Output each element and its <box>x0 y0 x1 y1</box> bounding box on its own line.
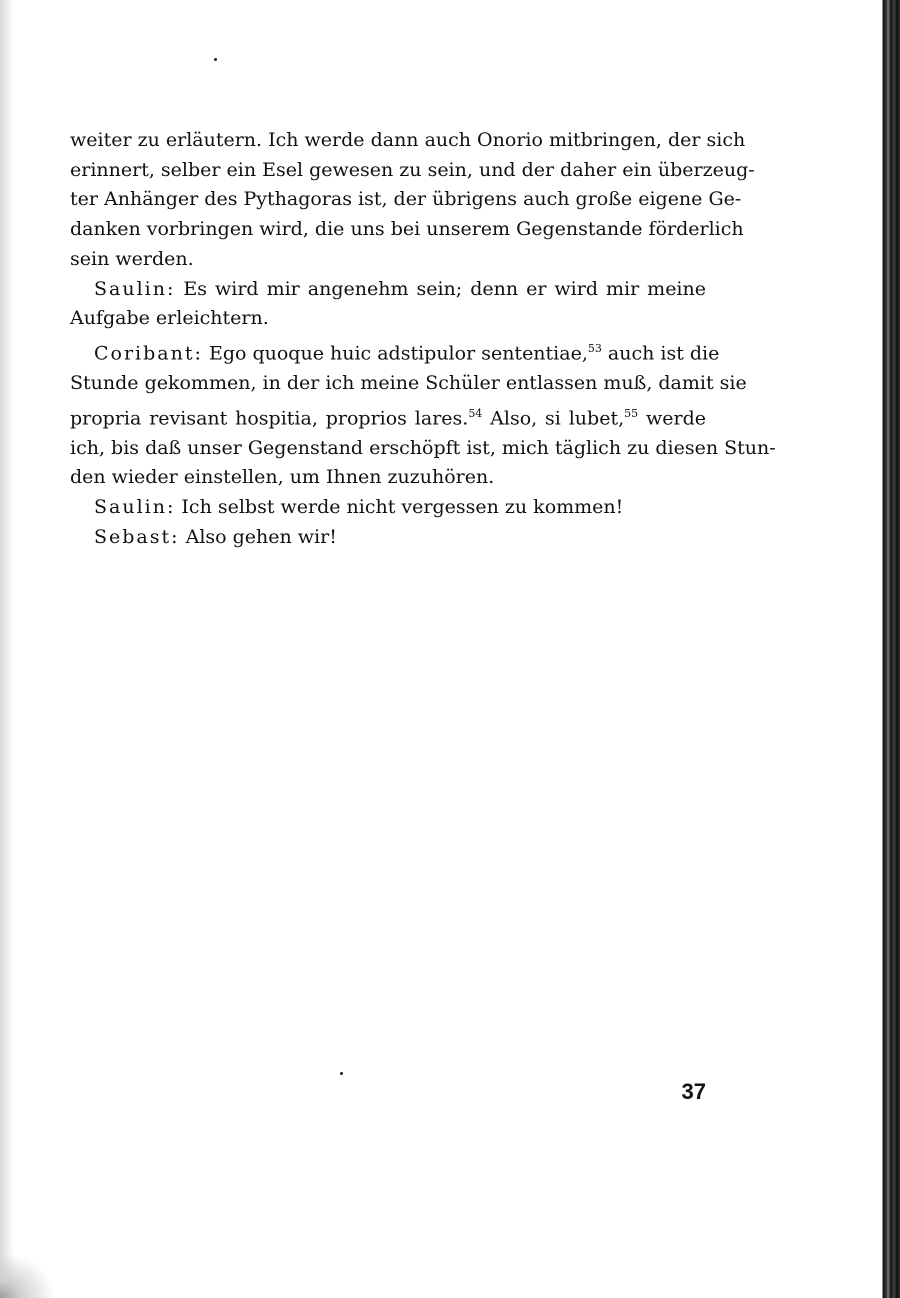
text-line: propria revisant hospitia, proprios lares.$^{54}$ Also, si lubet,$^{55}$ werde <box>70 406 706 429</box>
text-line: sein werden. <box>70 247 194 270</box>
speaker-label: Sebast: <box>94 525 180 548</box>
text-line: danken vorbringen wird, die uns bei unserem Gegenstande förderlich <box>70 218 744 241</box>
text-line: den wieder einstellen, um Ihnen zuzuhören. <box>70 466 495 489</box>
scan-corner-noise <box>0 1248 60 1298</box>
speaker-label: Coribant: <box>94 342 203 365</box>
text-line: Aufgabe erleichtern. <box>70 307 269 330</box>
speech-text: Also gehen wir! <box>185 525 337 548</box>
page-edge-shadow <box>0 0 14 1298</box>
scan-speck <box>340 1072 343 1075</box>
speaker-label: Saulin: <box>94 277 176 300</box>
text-line <box>70 493 706 523</box>
text-line: ter Anhänger des Pythagoras ist, der übrigens auch große eigene Ge- <box>70 188 742 211</box>
text-line: Saulin: Es wird mir angenehm sein; denn er wird mir meine <box>94 277 706 300</box>
paragraph-saulin-1 <box>70 275 706 334</box>
text-line: ich, bis daß unser Gegenstand erschöpft ist, mich täglich zu diesen Stun- <box>70 436 776 459</box>
text-line: Coribant: Ego quoque huic adstipulor sententiae,$^{53}$ auch ist die <box>94 341 720 365</box>
text-line: erinnert, selber ein Esel gewesen zu sein, und der daher ein überzeug- <box>70 158 755 181</box>
paragraph-saulin-2 <box>70 493 706 523</box>
paragraph-coribant <box>70 334 776 493</box>
book-gutter <box>880 0 900 1298</box>
paragraph-sebast <box>70 523 706 553</box>
page-number: 37 <box>681 1079 706 1104</box>
text-line <box>70 523 706 553</box>
text-line: Stunde gekommen, in der ich meine Schüler entlassen muß, damit sie <box>70 371 747 394</box>
scan-speck <box>214 58 217 61</box>
paragraph-continuation <box>70 126 755 275</box>
text-line: weiter zu erläutern. Ich werde dann auch Onorio mitbringen, der sich <box>70 129 746 151</box>
speaker-label: Saulin: <box>94 496 176 519</box>
speech-text: Ich selbst werde nicht vergessen zu kommen! <box>181 496 624 519</box>
dialogue-text <box>70 126 776 553</box>
